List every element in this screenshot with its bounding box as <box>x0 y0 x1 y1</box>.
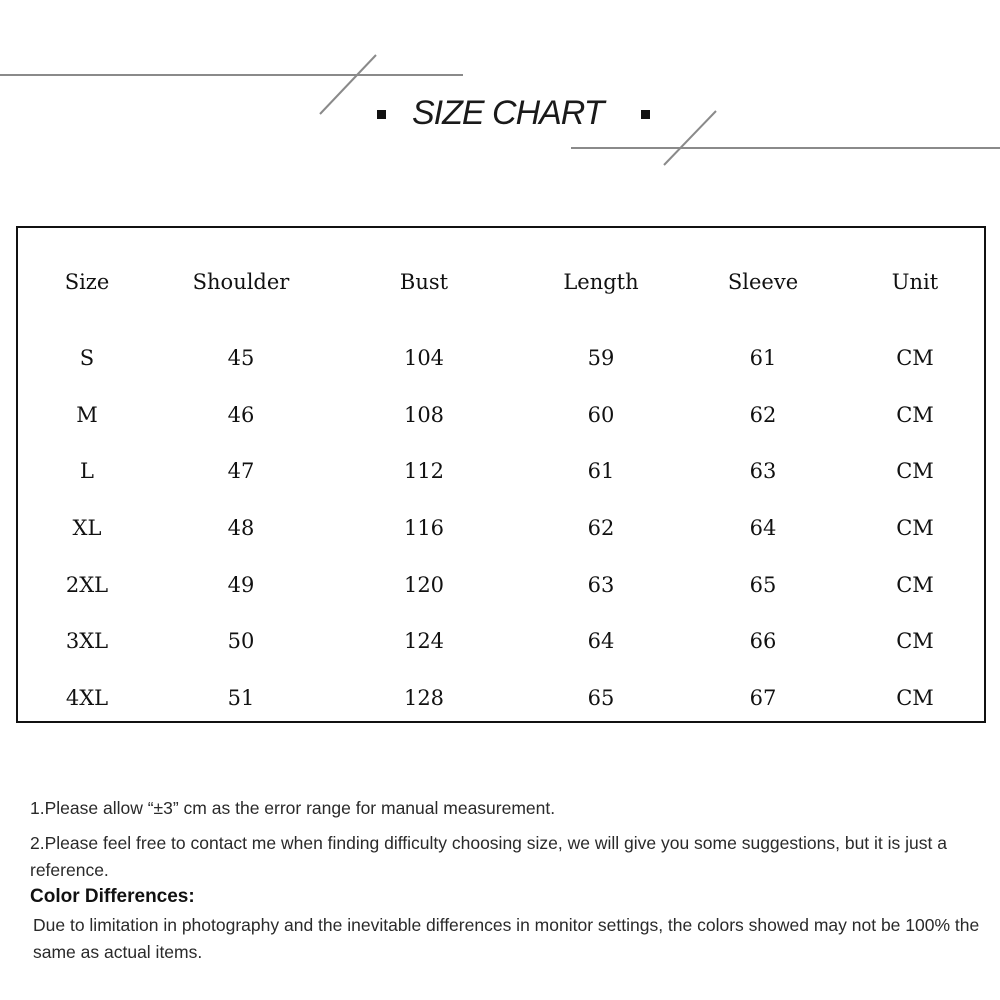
header-bust: Bust <box>399 270 449 294</box>
title-row <box>0 92 1000 140</box>
color-differences-heading: Color Differences: <box>30 886 195 907</box>
page-title: SIZE CHART <box>412 94 604 132</box>
cell-size: XL <box>72 516 102 540</box>
cell-unit: CM <box>896 346 934 370</box>
cell-length: 60 <box>587 403 615 427</box>
cell-bust: 120 <box>403 573 445 597</box>
cell-sleeve: 67 <box>749 686 777 710</box>
cell-length: 59 <box>587 346 615 370</box>
left-square-bullet-icon <box>377 110 386 119</box>
cell-sleeve: 61 <box>749 346 777 370</box>
cell-bust: 124 <box>403 629 445 653</box>
cell-length: 63 <box>587 573 615 597</box>
cell-shoulder: 48 <box>227 516 255 540</box>
note-contact: 2.Please feel free to contact me when finding difficulty choosing size, we will give you some suggestions, but it is just a reference. <box>30 833 947 880</box>
cell-sleeve: 63 <box>749 459 777 483</box>
cell-unit: CM <box>896 403 934 427</box>
cell-sleeve: 64 <box>749 516 777 540</box>
cell-size: 2XL <box>65 573 109 597</box>
header-shoulder: Shoulder <box>192 270 290 294</box>
size-table <box>16 226 986 723</box>
cell-size: 4XL <box>65 686 109 710</box>
cell-shoulder: 49 <box>227 573 255 597</box>
cell-unit: CM <box>896 629 934 653</box>
cell-size: L <box>80 459 94 483</box>
cell-shoulder: 47 <box>227 459 255 483</box>
cell-size: 3XL <box>65 629 109 653</box>
cell-length: 61 <box>587 459 615 483</box>
cell-length: 62 <box>587 516 615 540</box>
header-size: Size <box>64 270 110 294</box>
cell-bust: 116 <box>403 516 445 540</box>
cell-unit: CM <box>896 573 934 597</box>
cell-size: S <box>79 346 95 370</box>
cell-sleeve: 62 <box>749 403 777 427</box>
cell-shoulder: 45 <box>227 346 255 370</box>
cell-bust: 128 <box>403 686 445 710</box>
note-error-range: 1.Please allow “±3” cm as the error range for manual measurement. <box>30 798 556 818</box>
cell-shoulder: 51 <box>227 686 255 710</box>
cell-unit: CM <box>896 459 934 483</box>
cell-sleeve: 66 <box>749 629 777 653</box>
cell-shoulder: 50 <box>227 629 255 653</box>
cell-shoulder: 46 <box>227 403 255 427</box>
cell-bust: 108 <box>403 403 445 427</box>
notes-section <box>30 795 985 966</box>
header-length: Length <box>563 270 639 294</box>
cell-unit: CM <box>896 516 934 540</box>
cell-unit: CM <box>896 686 934 710</box>
header-unit: Unit <box>891 270 939 294</box>
color-differences-text: Due to limitation in photography and the inevitable differences in monitor settings, the colors showed may not be 100% the same as actual items. <box>33 915 980 962</box>
cell-bust: 104 <box>403 346 445 370</box>
cell-length: 65 <box>587 686 615 710</box>
cell-size: M <box>76 403 98 427</box>
cell-sleeve: 65 <box>749 573 777 597</box>
cell-bust: 112 <box>403 459 445 483</box>
cell-length: 64 <box>587 629 615 653</box>
right-square-bullet-icon <box>641 110 650 119</box>
header-sleeve: Sleeve <box>727 270 799 294</box>
